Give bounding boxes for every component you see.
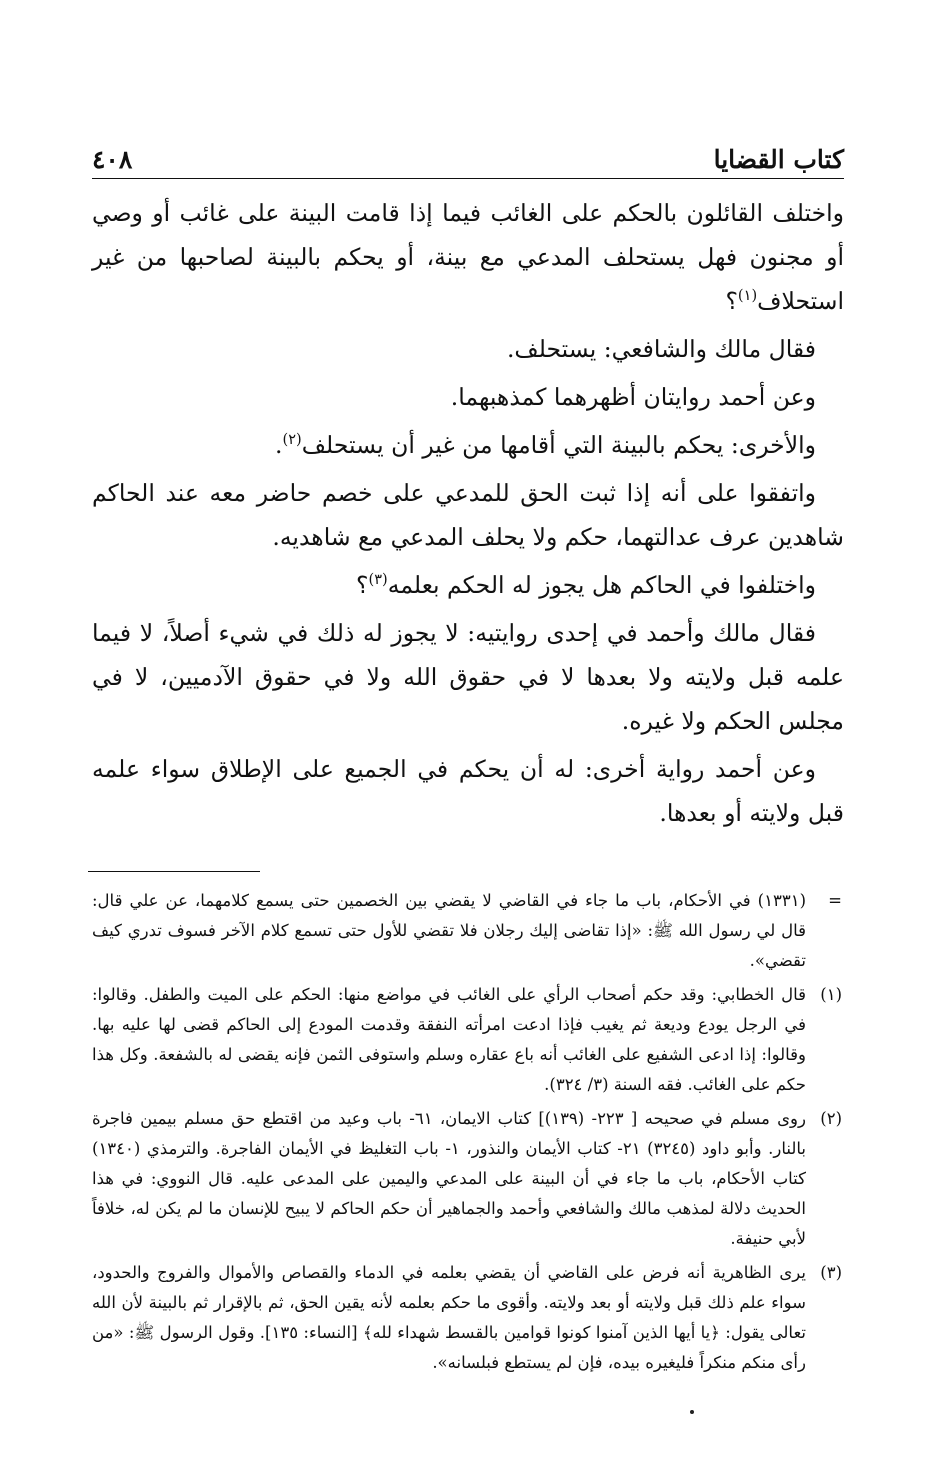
footnote-mark: (٢) bbox=[820, 1109, 842, 1128]
page-header bbox=[92, 130, 844, 179]
scan-speck bbox=[690, 1410, 694, 1414]
paragraph: وعن أحمد رواية أخرى: له أن يحكم في الجميع على الإطلاق سواء علمه قبل ولايته أو بعدها. bbox=[92, 755, 844, 827]
paragraph-text: واختلف القائلون بالحكم على الغائب فيما إذا قامت البينة على غائب أو وصي أو مجنون فهل يستحلف المدعي مع بينة، أو يحكم بالبينة لصاحبها من غير استحلاف bbox=[92, 199, 844, 315]
running-title: كتاب القضايا bbox=[713, 145, 844, 174]
punctuation: ؟ bbox=[356, 571, 369, 599]
footnote bbox=[92, 1258, 844, 1378]
paragraph bbox=[92, 423, 844, 467]
footnote-mark: = bbox=[828, 891, 842, 910]
paragraph: واتفقوا على أنه إذا ثبت الحق للمدعي على خصم حاضر معه عند الحاكم شاهدين عرف عدالتهما، حكم ولا يحلف المدعي مع شاهديه. bbox=[92, 479, 844, 551]
footnote-mark: (٣) bbox=[820, 1263, 842, 1282]
footnote-ref: (١) bbox=[737, 287, 758, 305]
paragraph-text: والأخرى: يحكم بالبينة التي أقامها من غير أن يستحلف bbox=[301, 431, 816, 459]
footnote-text: (١٣٣١) في الأحكام، باب ما جاء في القاضي لا يقضي بين الخصمين حتى يسمع كلامهما، عن علي قال: قال لي رسول الله ﷺ: «إذا تقاضى إليك رجلان فلا تقضي للأول حتى تسمع كلام الآخر فسوف تدري كيف تقضي». bbox=[92, 891, 806, 970]
footnote-text: يرى الظاهرية أنه فرض على القاضي أن يقضي بعلمه في الدماء والقصاص والأموال والفروج والحدود، سواء علم ذلك قبل ولايته أو بعد ولايته. وأقوى ما حكم بعلمه لأنه يقين الحق، ثم بالإقرار ثم بالبينة لأن الله تعالى يقول: ﴿يا أيها الذين آمنوا كونوا قوامين بالقسط شهداء لله﴾ [النساء: ١٣٥]. وقول الرسول ﷺ: «من رأى منكم منكراً فليغيره بيده، فإن لم يستطع فبلسانه». bbox=[92, 1263, 806, 1372]
footnote-text: قال الخطابي: وقد حكم أصحاب الرأي على الغائب في مواضع منها: الحكم على الميت والطفل. وقالوا: في الرجل يودع وديعة ثم يغيب فإذا ادعت امرأته النفقة وقدمت المودع إلى الحاكم قضى لها عليه بها. وقالوا: إذا ادعى الشفيع على الغائب أنه باع عقاره وسلم واستوفى الثمن فإنه يقضى له بالشفعة. وكل هذا حكم على الغائب. فقه السنة (٣/ ٣٢٤). bbox=[92, 985, 806, 1094]
paragraph bbox=[92, 191, 844, 323]
footnotes bbox=[92, 886, 844, 1378]
footnote-ref: (٣) bbox=[368, 571, 388, 589]
footnote-separator bbox=[88, 871, 260, 872]
paragraph bbox=[92, 563, 844, 607]
footnote-text: روى مسلم في صحيحه [ ٢٢٣- (١٣٩)] كتاب الايمان، ٦١- باب وعيد من اقتطع حق مسلم بيمين فاجرة بالنار. وأبو داود (٣٢٤٥) ٢١- كتاب الأيمان والنذور، ١- باب التغليظ في الأيمان الفاجرة. والترمذي (١٣٤٠) كتاب الأحكام، باب ما جاء في أن البينة على المدعي واليمين على المدعى عليه. قال النووي: في هذا الحديث دلالة لمذهب مالك والشافعي وأحمد والجماهير أن حكم الحاكم لا يبيح للإنسان ما لم يكن له، خلافاً لأبي حنيفة. bbox=[92, 1109, 806, 1248]
paragraph-text: واختلفوا في الحاكم هل يجوز له الحكم بعلمه bbox=[387, 571, 816, 599]
book-page bbox=[92, 130, 844, 1382]
punctuation: . bbox=[275, 431, 283, 459]
footnote bbox=[92, 1104, 844, 1254]
paragraph: وعن أحمد روايتان أظهرهما كمذهبهما. bbox=[450, 383, 816, 411]
footnote-mark: (١) bbox=[820, 985, 842, 1004]
paragraph: فقال مالك وأحمد في إحدى روايتيه: لا يجوز له ذلك في شيء أصلاً، لا فيما علمه قبل ولايته ولا بعدها لا في حقوق الله ولا في حقوق الآدميين، لا في مجلس الحكم ولا غيره. bbox=[92, 619, 844, 735]
footnote bbox=[92, 886, 844, 976]
main-text bbox=[92, 191, 844, 835]
footnote-ref: (٢) bbox=[282, 431, 302, 449]
punctuation: ؟ bbox=[725, 287, 738, 315]
paragraph: فقال مالك والشافعي: يستحلف. bbox=[506, 335, 816, 363]
footnote bbox=[92, 980, 844, 1100]
page-number: ٤٠٨ bbox=[92, 145, 133, 174]
